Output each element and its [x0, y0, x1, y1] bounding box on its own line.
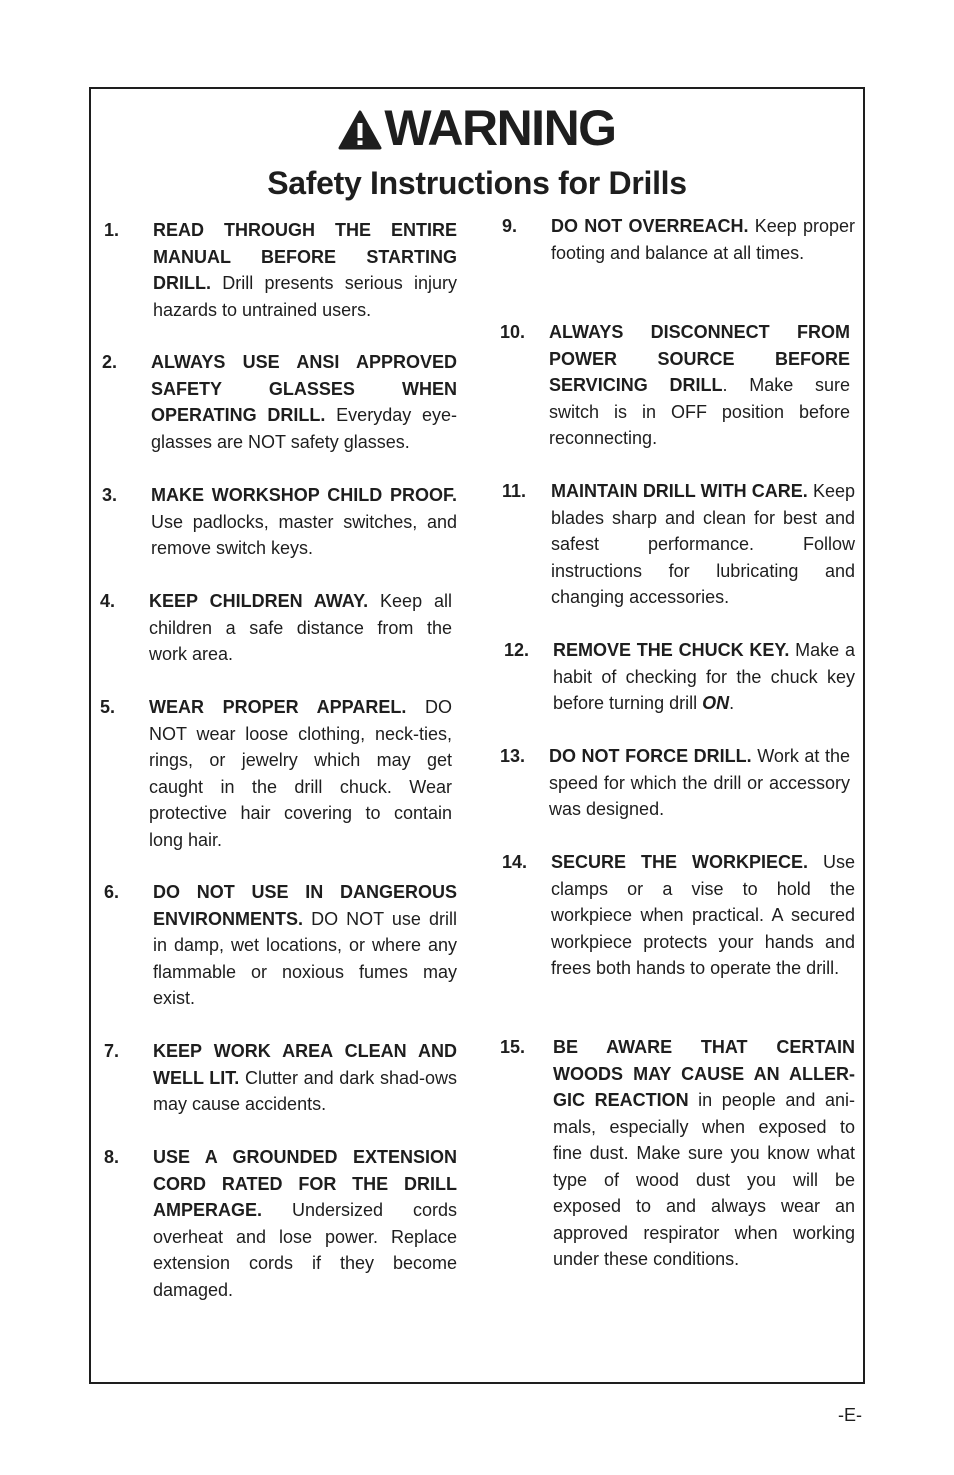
warning-heading: WARNING [384, 100, 616, 156]
item-heading: READ THROUGH THE ENTIRE MANUAL BEFORE STARTING DRILL. [153, 220, 457, 293]
item-heading: DO NOT OVERREACH. [551, 216, 749, 236]
item-number: 14. [502, 852, 528, 872]
item-number: 15. [500, 1037, 526, 1057]
item-heading: ALWAYS DISCONNECT FROM POWER SOURCE BEFORE SERVICING DRILL [549, 322, 850, 395]
item-heading: WEAR PROPER APPAREL. [149, 697, 407, 717]
page-number: -E- [838, 1405, 862, 1425]
item-number: 5. [100, 697, 116, 717]
item-heading: ALWAYS USE ANSI APPROVED SAFETY GLASSES WHEN OPERATING DRILL. [151, 352, 457, 425]
item-text: . Make sure switch is in OFF position before reconnecting. [549, 375, 850, 448]
item-heading: DO NOT USE IN DANGEROUS ENVIRONMENTS. [153, 882, 457, 929]
item-heading: SECURE THE WORKPIECE. [551, 852, 808, 872]
item-heading: USE A GROUNDED EXTENSION CORD RATED FOR THE DRILL AMPERAGE. [153, 1147, 457, 1220]
item-text: Keep proper footing and balance at all times. [551, 216, 855, 263]
page-title: Safety Instructions for Drills [267, 165, 687, 201]
item-text: Keep blades sharp and clean for best and safest performance. Follow instructions for lubricating and changing accessories. [551, 481, 855, 607]
item-text: DO NOT wear loose clothing, neck-ties, rings, or jewelry which may get caught in the drill chuck. Wear protective hair covering to contain long hair. [149, 697, 452, 850]
item-text: Use padlocks, master switches, and remove switch keys. [151, 511, 457, 558]
item-number: 4. [100, 591, 116, 611]
item-number: 10. [500, 322, 526, 342]
item-number: 13. [500, 746, 526, 766]
item-number: 8. [104, 1147, 120, 1167]
item-number: 12. [504, 640, 530, 660]
item-number: 11. [502, 481, 527, 501]
item-text: Drill presents serious injury hazards to untrained users. [153, 273, 457, 320]
item-heading: MAKE WORKSHOP CHILD PROOF. [151, 485, 457, 505]
warning-triangle-icon [338, 110, 382, 150]
item-text: Everyday eye-glasses are NOT safety glasses. [151, 405, 457, 452]
item-number: 7. [104, 1041, 120, 1061]
item-text: Clutter and dark shad-ows may cause accidents. [153, 1067, 457, 1114]
item-heading: REMOVE THE CHUCK KEY. [553, 640, 790, 660]
item-text: in people and ani-mals, especially when exposed to fine dust. Make sure you know what type of wood dust you will be exposed to and always wear an approved respirator when working under these conditions. [553, 1090, 855, 1269]
item-number: 2. [102, 352, 118, 372]
item-heading: DO NOT FORCE DRILL. [549, 746, 752, 766]
item-number: 6. [104, 882, 120, 902]
item-text: Keep all children a safe distance from the work area. [149, 591, 452, 664]
item-heading: KEEP WORK AREA CLEAN AND WELL LIT. [153, 1041, 457, 1088]
item-text: DO NOT use drill in damp, wet locations, or where any flammable or noxious fumes may exist. [153, 908, 457, 1008]
item-heading: MAINTAIN DRILL WITH CARE. [551, 481, 808, 501]
item-number: 3. [102, 485, 118, 505]
item-heading: KEEP CHILDREN AWAY. [149, 591, 369, 611]
item-text: Use clamps or a vise to hold the workpiece when practical. A secured workpiece protects your hands and frees both hands to operate the drill. [551, 852, 855, 978]
warning-header [0, 98, 954, 158]
item-text: Make a habit of checking for the chuck key before turning drill [553, 640, 855, 713]
item-heading: BE AWARE THAT CERTAIN WOODS MAY CAUSE AN ALLER-GIC REACTION [553, 1037, 855, 1110]
item-emphasis: ON [702, 693, 730, 713]
item-text: Undersized cords overheat and lose power. Replace extension cords if they become damaged. [153, 1200, 457, 1300]
item-number: 9. [502, 216, 518, 236]
item-number: 1. [104, 220, 120, 240]
item-text: Work at the speed for which the drill or accessory was designed. [549, 746, 850, 819]
item-tail: . [729, 693, 735, 713]
